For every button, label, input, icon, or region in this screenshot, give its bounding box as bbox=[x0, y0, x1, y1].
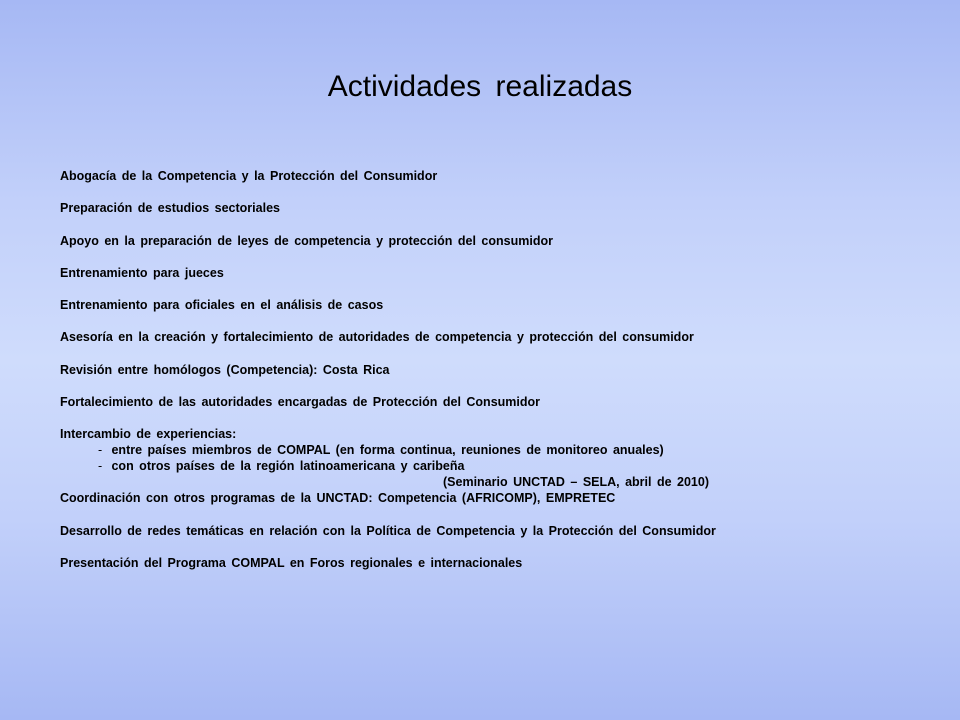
exchange-subitem-members-text: entre países miembros de COMPAL (en forma continua, reuniones de monitoreo anuales) bbox=[111, 443, 664, 458]
activity-officer-training: Entrenamiento para oficiales en el análisis de casos bbox=[60, 298, 384, 313]
activity-exchange-heading: Intercambio de experiencias: bbox=[60, 427, 237, 442]
activity-forums: Presentación del Programa COMPAL en Foros regionales e internacionales bbox=[60, 555, 523, 570]
activity-advocacy: Abogacía de la Competencia y la Protección del Consumidor bbox=[60, 169, 438, 183]
exchange-subitem-region bbox=[60, 458, 920, 474]
activity-authority-strengthening: Fortalecimiento de las autoridades encargadas de Protección del Consumidor bbox=[60, 395, 541, 410]
activity-peer-review: Revisión entre homólogos (Competencia): Costa Rica bbox=[60, 362, 390, 377]
exchange-subitem-region-text: con otros países de la región latinoamericana y caribeña bbox=[111, 459, 465, 474]
activities-list bbox=[60, 168, 920, 571]
activity-authority-advice: Asesoría en la creación y fortalecimiento de autoridades de competencia y protección del consumidor bbox=[60, 330, 694, 345]
dash-marker: - bbox=[98, 459, 103, 474]
activity-law-support: Apoyo en la preparación de leyes de competencia y protección del consumidor bbox=[60, 233, 553, 248]
slide-title: Actividades realizadas bbox=[327, 70, 633, 103]
activity-networks: Desarrollo de redes temáticas en relación con la Política de Competencia y la Protección del Consumidor bbox=[60, 523, 716, 538]
activity-sector-studies: Preparación de estudios sectoriales bbox=[60, 201, 280, 216]
exchange-seminar-note: (Seminario UNCTAD – SELA, abril de 2010) bbox=[443, 475, 709, 490]
activity-judge-training: Entrenamiento para jueces bbox=[60, 265, 224, 280]
activity-coordination: Coordinación con otros programas de la UNCTAD: Competencia (AFRICOMP), EMPRETEC bbox=[60, 491, 616, 506]
dash-marker: - bbox=[98, 443, 103, 458]
exchange-subitem-members bbox=[60, 442, 920, 458]
